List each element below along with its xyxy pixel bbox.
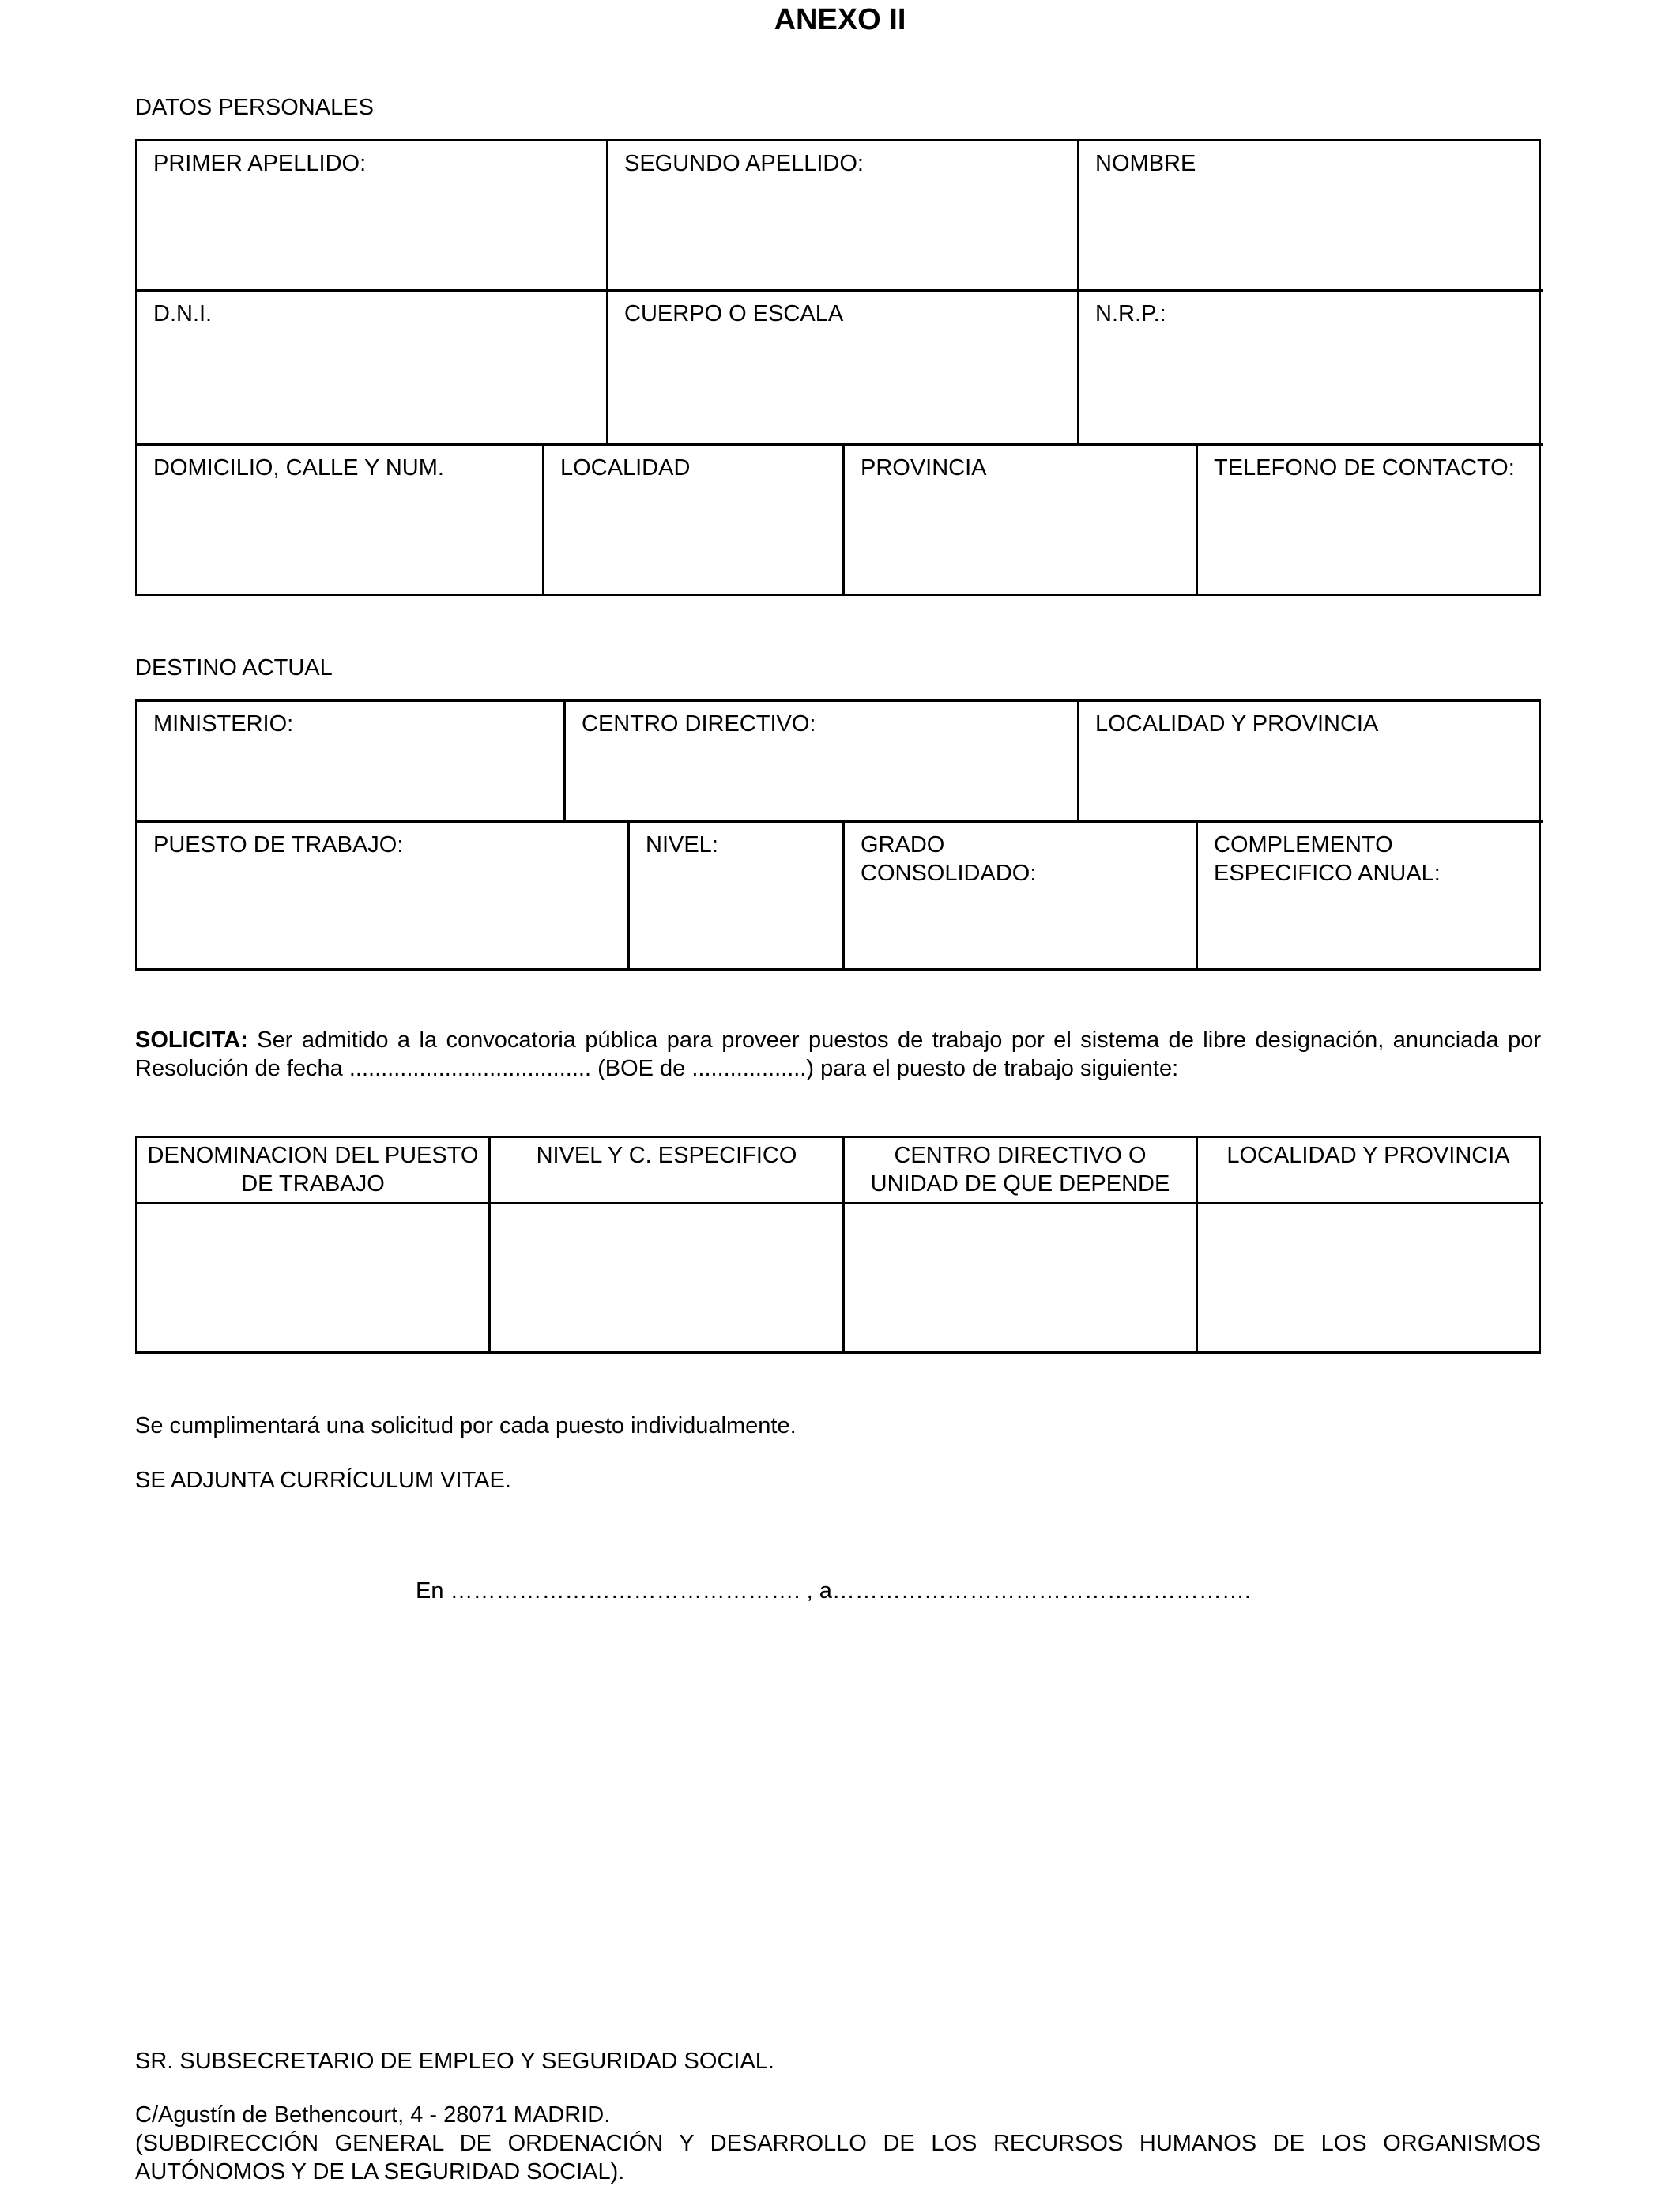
- note-una-solicitud: Se cumplimentará una solicitud por cada puesto individualmente.: [135, 1413, 797, 1438]
- field-label: PROVINCIA: [861, 455, 987, 481]
- field-label: COMPLEMENTO ESPECIFICO ANUAL:: [1214, 832, 1441, 886]
- field-segundo-apellido[interactable]: [608, 141, 1079, 289]
- field-label: CUERPO O ESCALA: [624, 301, 844, 326]
- field-complemento-especifico[interactable]: [1198, 823, 1539, 968]
- field-denominacion[interactable]: [137, 1204, 491, 1351]
- column-header-centro-directivo: CENTRO DIRECTIVO O UNIDAD DE QUE DEPENDE: [845, 1138, 1198, 1202]
- datos-personales-row-1: [137, 141, 1543, 292]
- field-puesto-trabajo[interactable]: [137, 823, 630, 968]
- solicita-label: SOLICITA:: [135, 1027, 248, 1053]
- column-header-localidad-provincia: LOCALIDAD Y PROVINCIA: [1226, 1143, 1510, 1168]
- column-header-nivel: NIVEL Y C. ESPECIFICO: [491, 1138, 845, 1202]
- field-nivel[interactable]: [630, 823, 845, 968]
- field-nrp[interactable]: [1079, 292, 1539, 443]
- field-nivel-c-especifico[interactable]: [491, 1204, 845, 1351]
- field-label: NOMBRE: [1095, 151, 1196, 176]
- field-label: DOMICILIO, CALLE Y NUM.: [153, 455, 444, 481]
- field-provincia[interactable]: [845, 446, 1198, 594]
- field-grado-consolidado[interactable]: [845, 823, 1198, 968]
- field-centro-unidad[interactable]: [845, 1204, 1198, 1351]
- field-localidad-provincia[interactable]: [1079, 702, 1539, 820]
- field-label: NIVEL:: [646, 832, 718, 858]
- destino-actual-table: [135, 699, 1541, 971]
- note-adjunta-curriculum: SE ADJUNTA CURRÍCULUM VITAE.: [135, 1468, 511, 1493]
- field-label: SEGUNDO APELLIDO:: [624, 151, 864, 176]
- field-label: PUESTO DE TRABAJO:: [153, 832, 404, 858]
- field-label: CENTRO DIRECTIVO:: [582, 711, 816, 737]
- page-title: ANEXO II: [774, 3, 906, 36]
- puesto-table: [135, 1136, 1541, 1354]
- field-primer-apellido[interactable]: [137, 141, 608, 289]
- department: (SUBDIRECCIÓN GENERAL DE ORDENACIÓN Y DESARROLLO DE LOS RECURSOS HUMANOS DE LOS ORGANISMOS AUTÓNOMOS Y DE LA SEGURIDAD SOCIAL).: [135, 2131, 1541, 2185]
- field-label: LOCALIDAD: [560, 455, 691, 481]
- field-dni[interactable]: [137, 292, 608, 443]
- field-label: GRADO CONSOLIDADO:: [861, 832, 1037, 886]
- field-label: N.R.P.:: [1095, 301, 1166, 326]
- solicita-text: Ser admitido a la convocatoria pública para proveer puestos de trabajo por el sistema de libre designación, anunciada por Resolución de fecha ...................................... (BOE de ..................) para el puesto de trabajo siguiente:: [135, 1027, 1541, 1081]
- datos-personales-table: [135, 139, 1541, 596]
- datos-personales-row-2: [137, 292, 1543, 446]
- column-header-denominacion: DENOMINACION DEL PUESTO DE TRABAJO: [137, 1138, 491, 1202]
- field-label: MINISTERIO:: [153, 711, 294, 737]
- address: C/Agustín de Bethencourt, 4 - 28071 MADRID.: [135, 2102, 611, 2128]
- puesto-table-data-row: [137, 1204, 1543, 1351]
- field-ministerio[interactable]: [137, 702, 566, 820]
- destino-actual-row-1: [137, 702, 1543, 823]
- field-label: TELEFONO DE CONTACTO:: [1214, 455, 1515, 481]
- section-heading-datos-personales: DATOS PERSONALES: [135, 95, 374, 120]
- section-heading-destino-actual: DESTINO ACTUAL: [135, 655, 333, 680]
- field-label: PRIMER APELLIDO:: [153, 151, 367, 176]
- field-domicilio[interactable]: [137, 446, 544, 594]
- datos-personales-row-3: [137, 446, 1543, 594]
- destino-actual-row-2: [137, 823, 1543, 968]
- solicita-paragraph: [135, 1026, 1541, 1083]
- field-label: LOCALIDAD Y PROVINCIA: [1095, 711, 1379, 737]
- addressee: SR. SUBSECRETARIO DE EMPLEO Y SEGURIDAD SOCIAL.: [135, 2049, 774, 2074]
- field-localidad[interactable]: [544, 446, 845, 594]
- field-label: D.N.I.: [153, 301, 213, 326]
- field-nombre[interactable]: [1079, 141, 1539, 289]
- field-cuerpo-escala[interactable]: [608, 292, 1079, 443]
- puesto-table-header-row: [137, 1138, 1543, 1204]
- field-telefono[interactable]: [1198, 446, 1539, 594]
- field-puesto-localidad-provincia[interactable]: [1198, 1204, 1539, 1351]
- place-date-line[interactable]: En ………………………………………. , a……………………………………………….: [416, 1578, 1251, 1604]
- field-centro-directivo[interactable]: [566, 702, 1079, 820]
